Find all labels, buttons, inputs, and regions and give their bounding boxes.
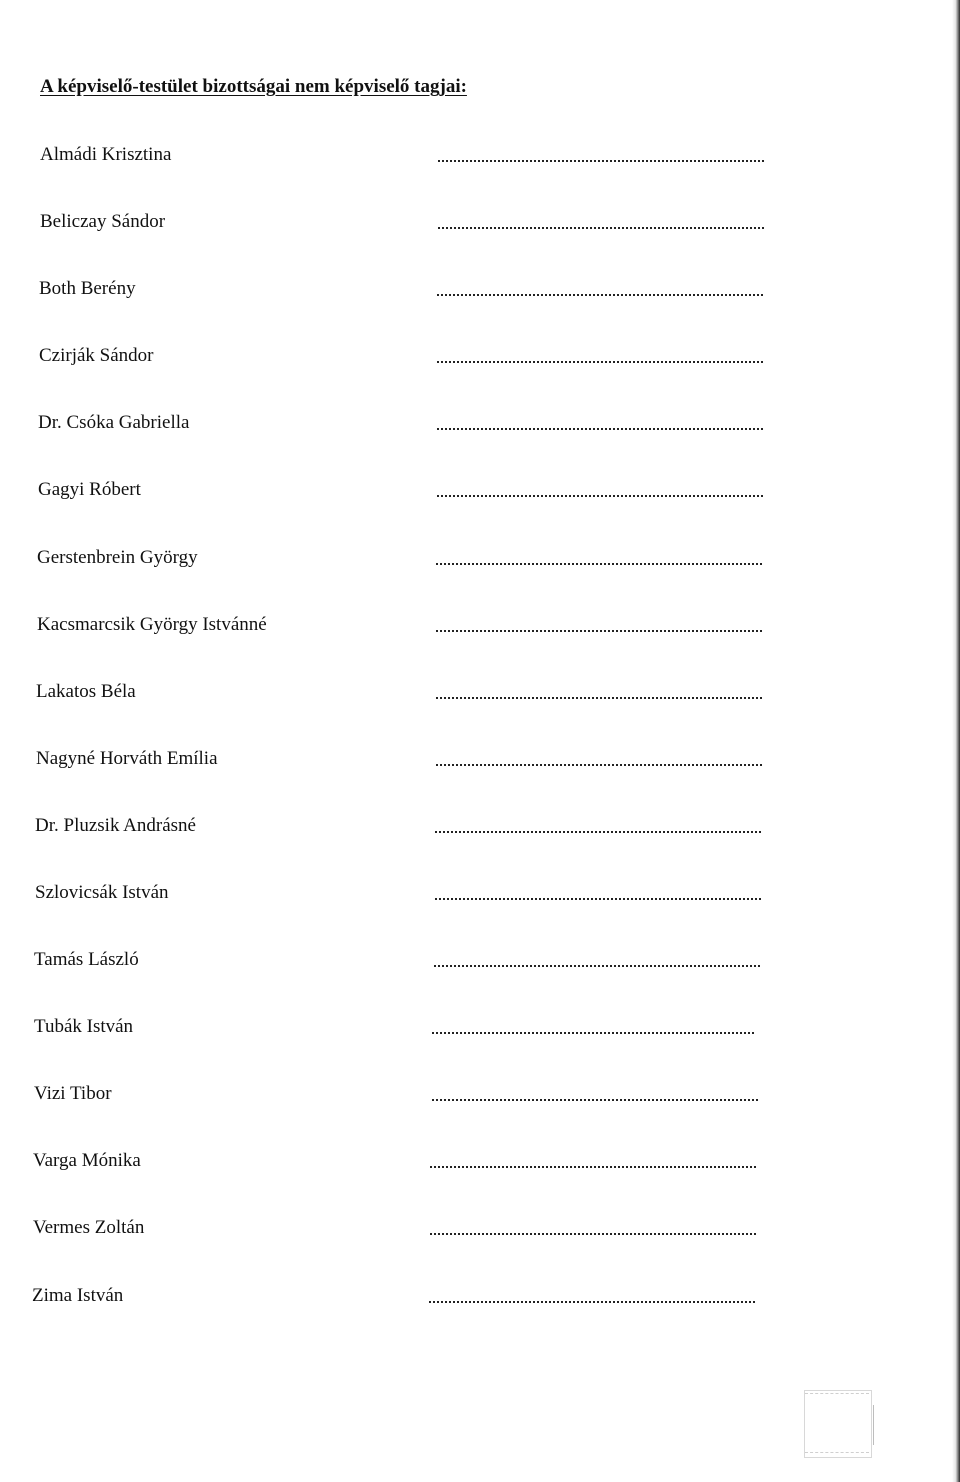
member-row [34, 1016, 834, 1046]
member-row [34, 949, 834, 979]
signature-line [437, 361, 763, 363]
member-name: Gerstenbrein György [37, 547, 198, 568]
stamp-box-dashed-edge [805, 1393, 869, 1394]
signature-line [438, 160, 764, 162]
signature-line [436, 630, 762, 632]
member-row [40, 211, 840, 241]
member-name: Tubák István [34, 1016, 134, 1037]
scan-edge-shadow [952, 0, 960, 1482]
member-name: Both Berény [39, 278, 136, 299]
signature-line [430, 1166, 756, 1168]
member-row [37, 614, 837, 644]
signature-line [435, 831, 761, 833]
document-heading: A képviselő-testület bizottságai nem képviselő tagjai: [40, 76, 467, 97]
member-name: Beliczay Sándor [40, 211, 166, 232]
stamp-box-side-mark [873, 1405, 874, 1445]
member-name: Zima István [32, 1285, 124, 1306]
member-row [35, 882, 835, 912]
member-row [39, 278, 839, 308]
member-name: Nagyné Horváth Emília [36, 748, 218, 769]
member-row [32, 1285, 832, 1315]
member-row [36, 681, 836, 711]
signature-line [429, 1301, 755, 1303]
member-name: Varga Mónika [33, 1150, 141, 1171]
stamp-box-dashed-edge [805, 1452, 869, 1453]
signature-line [436, 697, 762, 699]
signature-line [437, 294, 763, 296]
member-row [38, 479, 838, 509]
faint-stamp-box [804, 1390, 872, 1458]
signature-line [437, 428, 763, 430]
member-row [40, 144, 840, 174]
member-name: Dr. Pluzsik Andrásné [35, 815, 196, 836]
member-name: Almádi Krisztina [40, 144, 172, 165]
member-row [39, 345, 839, 375]
signature-line [438, 227, 764, 229]
signature-line [436, 764, 762, 766]
signature-line [436, 563, 762, 565]
member-row [33, 1150, 833, 1180]
signature-line [432, 1032, 754, 1034]
member-row [38, 412, 838, 442]
member-row [37, 547, 837, 577]
member-name: Dr. Csóka Gabriella [38, 412, 190, 433]
member-name: Lakatos Béla [36, 681, 136, 702]
member-row [35, 815, 835, 845]
member-name: Tamás László [34, 949, 139, 970]
member-name: Czirják Sándor [39, 345, 154, 366]
member-name: Gagyi Róbert [38, 479, 141, 500]
signature-line [434, 965, 760, 967]
signature-line [432, 1099, 758, 1101]
member-name: Szlovicsák István [35, 882, 169, 903]
signature-line [435, 898, 761, 900]
member-row [33, 1217, 833, 1247]
signature-line [430, 1233, 756, 1235]
member-row [34, 1083, 834, 1113]
member-name: Kacsmarcsik György Istvánné [37, 614, 267, 635]
member-name: Vermes Zoltán [33, 1217, 145, 1238]
signature-line [437, 495, 763, 497]
member-name: Vizi Tibor [34, 1083, 112, 1104]
member-row [36, 748, 836, 778]
